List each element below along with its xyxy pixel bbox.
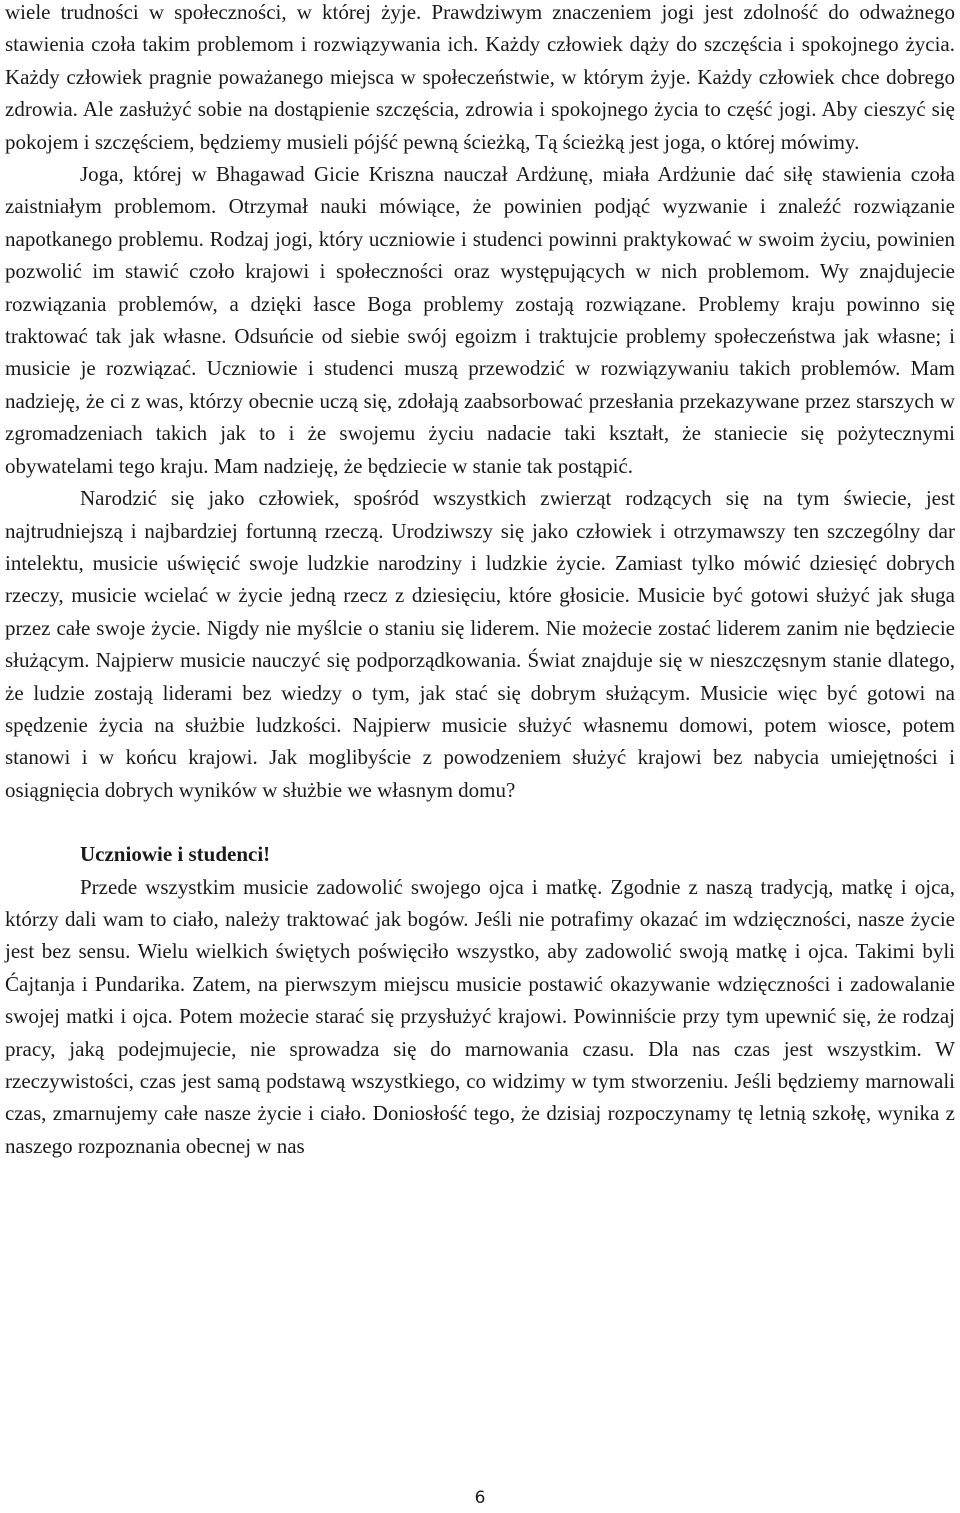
paragraph-continuation: wiele trudności w społeczności, w której żyje. Prawdziwym znaczeniem jogi jest zdolność do odważnego stawienia czoła takim problemom i rozwiązywania ich. Każdy człowiek dąży do szczęścia i spokojnego życia. Każdy człowiek pragnie poważanego miejsca w społeczeństwie, w którym żyje. Każdy człowiek chce dobrego zdrowia. Ale zasłużyć sobie na dostąpienie szczęścia, zdrowia i spokojnego życia to część jogi. Aby cieszyć się pokojem i szczęściem, będziemy musieli pójść pewną ścieżką, Tą ścieżką jest joga, o której mówimy.: [5, 0, 955, 154]
section-heading: Uczniowie i studenci!: [80, 842, 271, 867]
body-text: [5, 0, 955, 1162]
paragraph-human-birth: Narodzić się jako człowiek, spośród wszystkich zwierząt rodzących się na tym świecie, jest najtrudniejszą i najbardziej fortunną rzeczą. Urodziwszy się jako człowiek i otrzymawszy ten szczególny dar intelektu, musicie uświęcić swoje ludzkie narodziny i ludzkie życie. Zamiast tylko mówić dziesięć dobrych rzeczy, musicie wcielać w życie jedną rzecz z dziesięciu, które głosicie. Musicie być gotowi służyć jak sługa przez całe swoje życie. Nigdy nie myślcie o staniu się liderem. Nie możecie zostać liderem zanim nie będziecie służącym. Najpierw musicie nauczyć się podporządkowania. Świat znajduje się w nieszczęsnym stanie dlatego, że ludzie zostają liderami bez wiedzy o tym, jak stać się dobrym służącym. Musicie więc być gotowi na spędzenie życia na służbie ludzkości. Najpierw musicie służyć własnemu domowi, potem wiosce, potem stanowi i w końcu krajowi. Jak moglibyście z powodzeniem służyć krajowi bez nabycia umiejętności i osiągnięcia dobrych wyników w służbie we własnym domu?: [5, 486, 955, 802]
page-number: 6: [474, 1488, 486, 1508]
paragraph-bhagavad-gita: Joga, której w Bhagawad Gicie Kriszna nauczał Ardżunę, miała Ardżunie dać siłę stawienia czoła zaistniałym problemom. Otrzymał nauki mówiące, że powinien podjąć wyzwanie i znaleźć rozwiązanie napotkanego problemu. Rodzaj jogi, który uczniowie i studenci powinni praktykować w swoim życiu, powinien pozwolić im stawić czoło krajowi i społeczności oraz występujących w nich problemom. Wy znajdujecie rozwiązania problemów, a dzięki łasce Boga problemy zostają rozwiązane. Problemy kraju powinno się traktować tak jak własne. Odsuńcie od siebie swój egoizm i traktujcie problemy społeczeństwa jak własne; i musicie je rozwiązać. Uczniowie i studenci muszą przewodzić w rozwiązywaniu takich problemów. Mam nadzieję, że ci z was, którzy obecnie uczą się, zdołają zaabsorbować przesłania przekazywane przez starszych w zgromadzeniach takich jak to i że swojemu życiu nadacie taki kształt, że staniecie się pożytecznymi obywatelami tego kraju. Mam nadzieję, że będziecie w stanie tak postąpić.: [5, 162, 955, 478]
paragraph-parents: Przede wszystkim musicie zadowolić swojego ojca i matkę. Zgodnie z naszą tradycją, matkę i ojca, którzy dali wam to ciało, należy traktować jak bogów. Jeśli nie potrafimy okazać im wdzięczności, nasze życie jest bez sensu. Wielu wielkich świętych poświęciło wszystko, aby zadowolić swoją matkę i ojca. Takimi byli Ćajtanja i Pundarika. Zatem, na pierwszym miejscu musicie postawić okazywanie wdzięczności i zadowalanie swojej matki i ojca. Potem możecie starać się przysłużyć krajowi. Powinniście przy tym upewnić się, że rodzaj pracy, jaką podejmujecie, nie sprowadza się do marnowania czasu. Dla nas czas jest wszystkim. W rzeczywistości, czas jest samą podstawą wszystkiego, co widzimy w tym stworzeniu. Jeśli będziemy marnowali czas, zmarnujemy całe nasze życie i ciało. Doniosłość tego, że dzisiaj rozpoczynamy tę letnią szkołę, wynika z naszego rozpoznania obecnej w nas: [5, 874, 955, 1158]
section-spacer: [5, 806, 955, 838]
